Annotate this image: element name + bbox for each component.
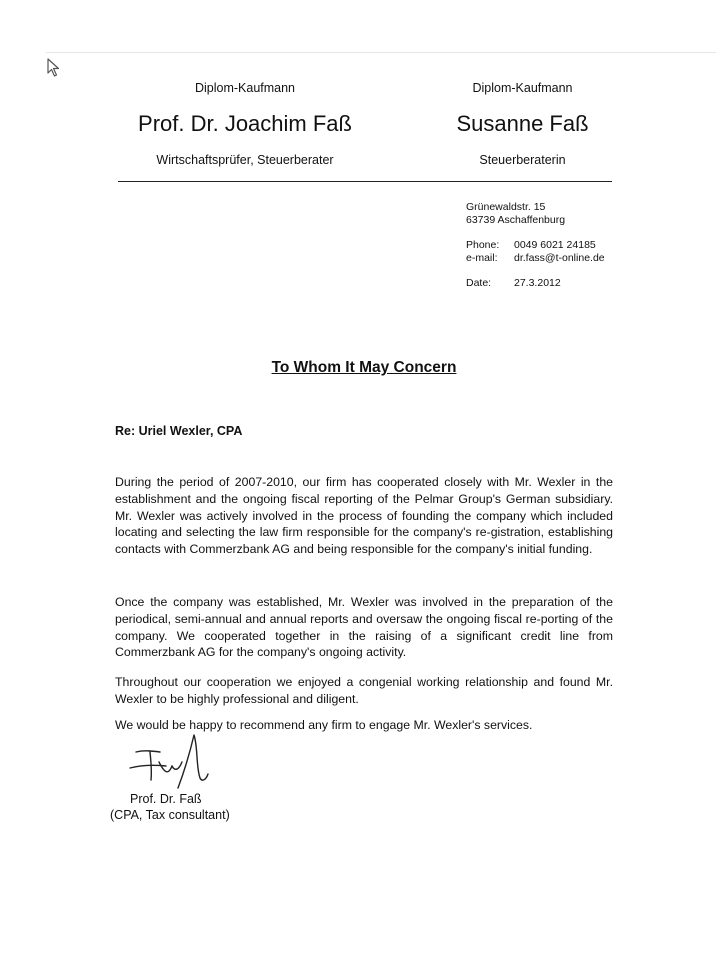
paragraph-2: Once the company was established, Mr. Wexler was involved in the preparation of the periodical, semi-annual and annual reports and oversaw the ongoing fiscal re-porting of the company. We cooperated together in the raising of a significant credit line from Commerzbank AG for the company's ongoing activity. [115,595,613,660]
email-row [466,252,605,265]
paragraph-4: We would be happy to recommend any firm to engage Mr. Wexler's services. [115,718,533,732]
contact-block [466,239,605,265]
signoff-role: (CPA, Tax consultant) [110,808,230,822]
date-row [466,277,561,290]
paragraph-3: Throughout our cooperation we enjoyed a congenial working relationship and found Mr. Wexler to be highly professional and diligent. [115,675,613,706]
right-name: Susanne Faß [456,111,589,136]
address-block [466,201,565,226]
phone-row [466,239,605,252]
phone-label: Phone: [466,239,500,251]
letterhead-divider [118,181,612,182]
letterhead-right [420,0,625,168]
right-title: Steuerberaterin [479,153,566,167]
address-city: 63739 Aschaffenburg [466,213,566,226]
re-line: Re: Uriel Wexler, CPA [115,424,243,438]
left-title: Wirtschaftsprüfer, Steuerberater [156,153,334,167]
cursor-arrow-icon [47,58,61,78]
letterhead-left [110,0,380,168]
letter-subject: To Whom It May Concern [271,359,457,376]
date-label: Date: [466,277,492,289]
email-value: dr.fass@t-online.de [514,252,605,264]
right-degree: Diplom-Kaufmann [472,81,573,95]
paragraph-1: During the period of 2007-2010, our firm has cooperated closely with Mr. Wexler in the establishment and the ongoing fiscal reporting of the Pelmar Group's German subsidiary. Mr. Wexler was actively involved in the process of founding the company which included locating and selecting the law firm responsible for the company's re-gistration, establishing contacts with Commerzbank AG and being responsible for the company's initial funding. [115,475,613,557]
phone-value: 0049 6021 24185 [514,239,596,251]
date-value: 27.3.2012 [514,277,561,289]
left-degree: Diplom-Kaufmann [194,81,296,95]
date-block [466,277,561,290]
left-name: Prof. Dr. Joachim Faß [138,111,352,136]
signoff-name: Prof. Dr. Faß [130,792,202,806]
handwritten-signature [126,732,226,794]
address-street: Grünewaldstr. 15 [466,201,546,213]
email-label: e-mail: [466,252,498,264]
